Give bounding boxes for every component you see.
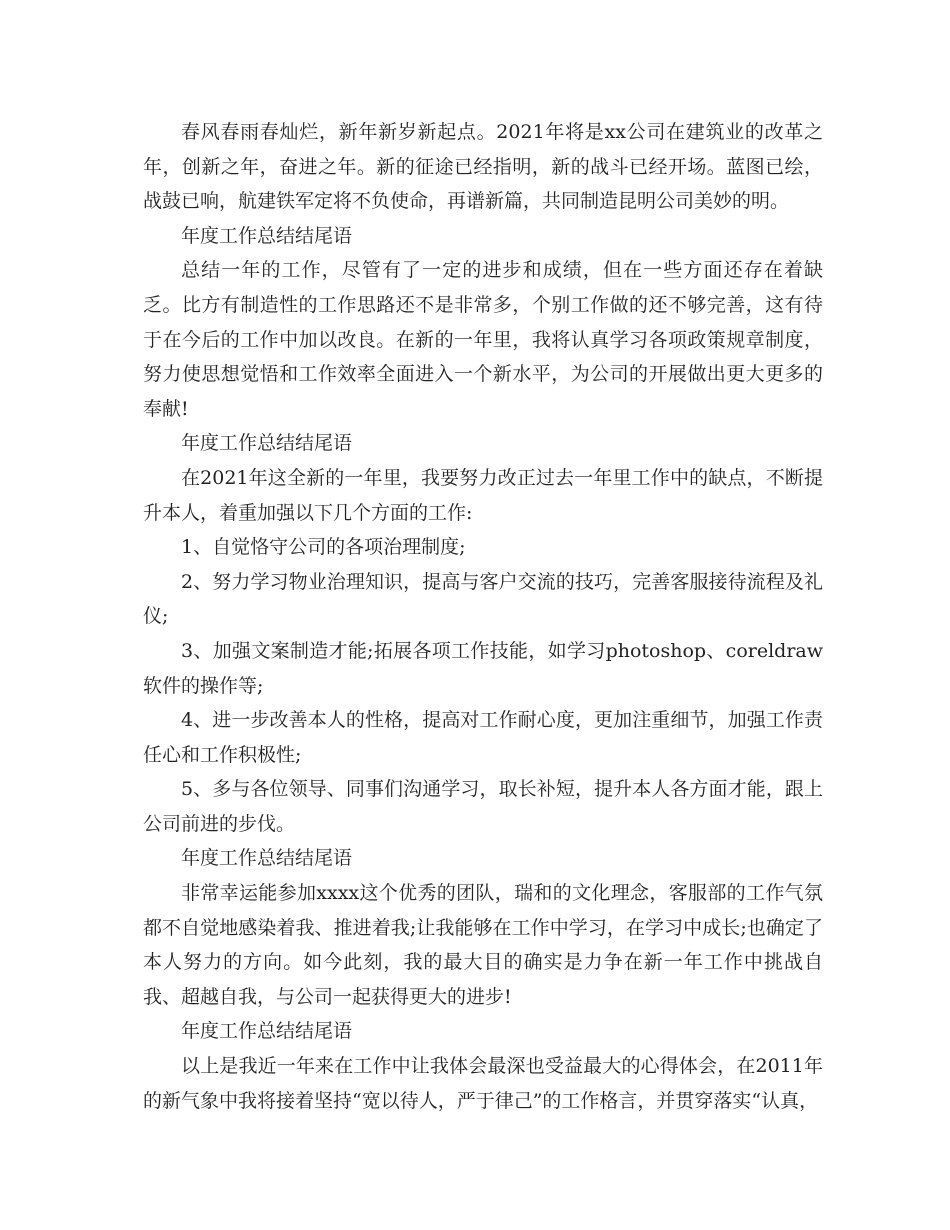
paragraph-team: 非常幸运能参加xxxx这个优秀的团队，瑞和的文化理念，客服部的工作气氛都不自觉地感染着我、推进着我;让我能够在工作中学习，在学习中成长;也确定了本人努力的方向。如今此刻，我的最大目的确实是力争在新一年工作中挑战自我、超越自我，与公司一起获得更大的进步! xyxy=(143,882,823,1008)
paragraph-opening: 春风春雨春灿烂，新年新岁新起点。2021年将是xx公司在建筑业的改革之年，创新之年，奋进之年。新的征途已经指明，新的战斗已经开场。蓝图已绘，战鼓已响，航建铁军定将不负使命，再谱新篇，共同制造昆明公司美妙的明。 xyxy=(143,121,823,213)
document-page xyxy=(143,115,823,1118)
section-heading: 年度工作总结结尾语 xyxy=(181,847,353,870)
list-item: 5、多与各位领导、同事们沟通学习，取长补短，提升本人各方面才能，跟上公司前进的步伐。 xyxy=(143,778,823,835)
paragraph-summary: 总结一年的工作，尽管有了一定的进步和成绩，但在一些方面还存在着缺乏。比方有制造性的工作思路还不是非常多，个别工作做的还不够完善，这有待于在今后的工作中加以改良。在新的一年里，我将认真学习各项政策规章制度，努力使思想觉悟和工作效率全面进入一个新水平，为公司的开展做出更大更多的奉献! xyxy=(143,259,823,420)
list-item: 3、加强文案制造才能;拓展各项工作技能，如学习photoshop、coreldraw软件的操作等; xyxy=(143,639,823,697)
paragraph-plan-intro: 在2021年这全新的一年里，我要努力改正过去一年里工作中的缺点，不断提升本人，着重加强以下几个方面的工作: xyxy=(143,466,823,524)
list-item: 1、自觉恪守公司的各项治理制度; xyxy=(181,536,466,559)
list-item: 2、努力学习物业治理知识，提高与客户交流的技巧，完善客服接待流程及礼仪; xyxy=(143,570,823,628)
list-item: 4、进一步改善本人的性格，提高对工作耐心度，更加注重细节，加强工作责任心和工作积极性; xyxy=(143,709,823,766)
section-heading: 年度工作总结结尾语 xyxy=(181,1020,353,1043)
paragraph-closing: 以上是我近一年来在工作中让我体会最深也受益最大的心得体会，在2011年的新气象中我将接着坚持“宽以待人，严于律己”的工作格言，并贯穿落实“认真， xyxy=(143,1055,823,1112)
section-heading: 年度工作总结结尾语 xyxy=(181,432,353,455)
section-heading: 年度工作总结结尾语 xyxy=(181,224,353,247)
